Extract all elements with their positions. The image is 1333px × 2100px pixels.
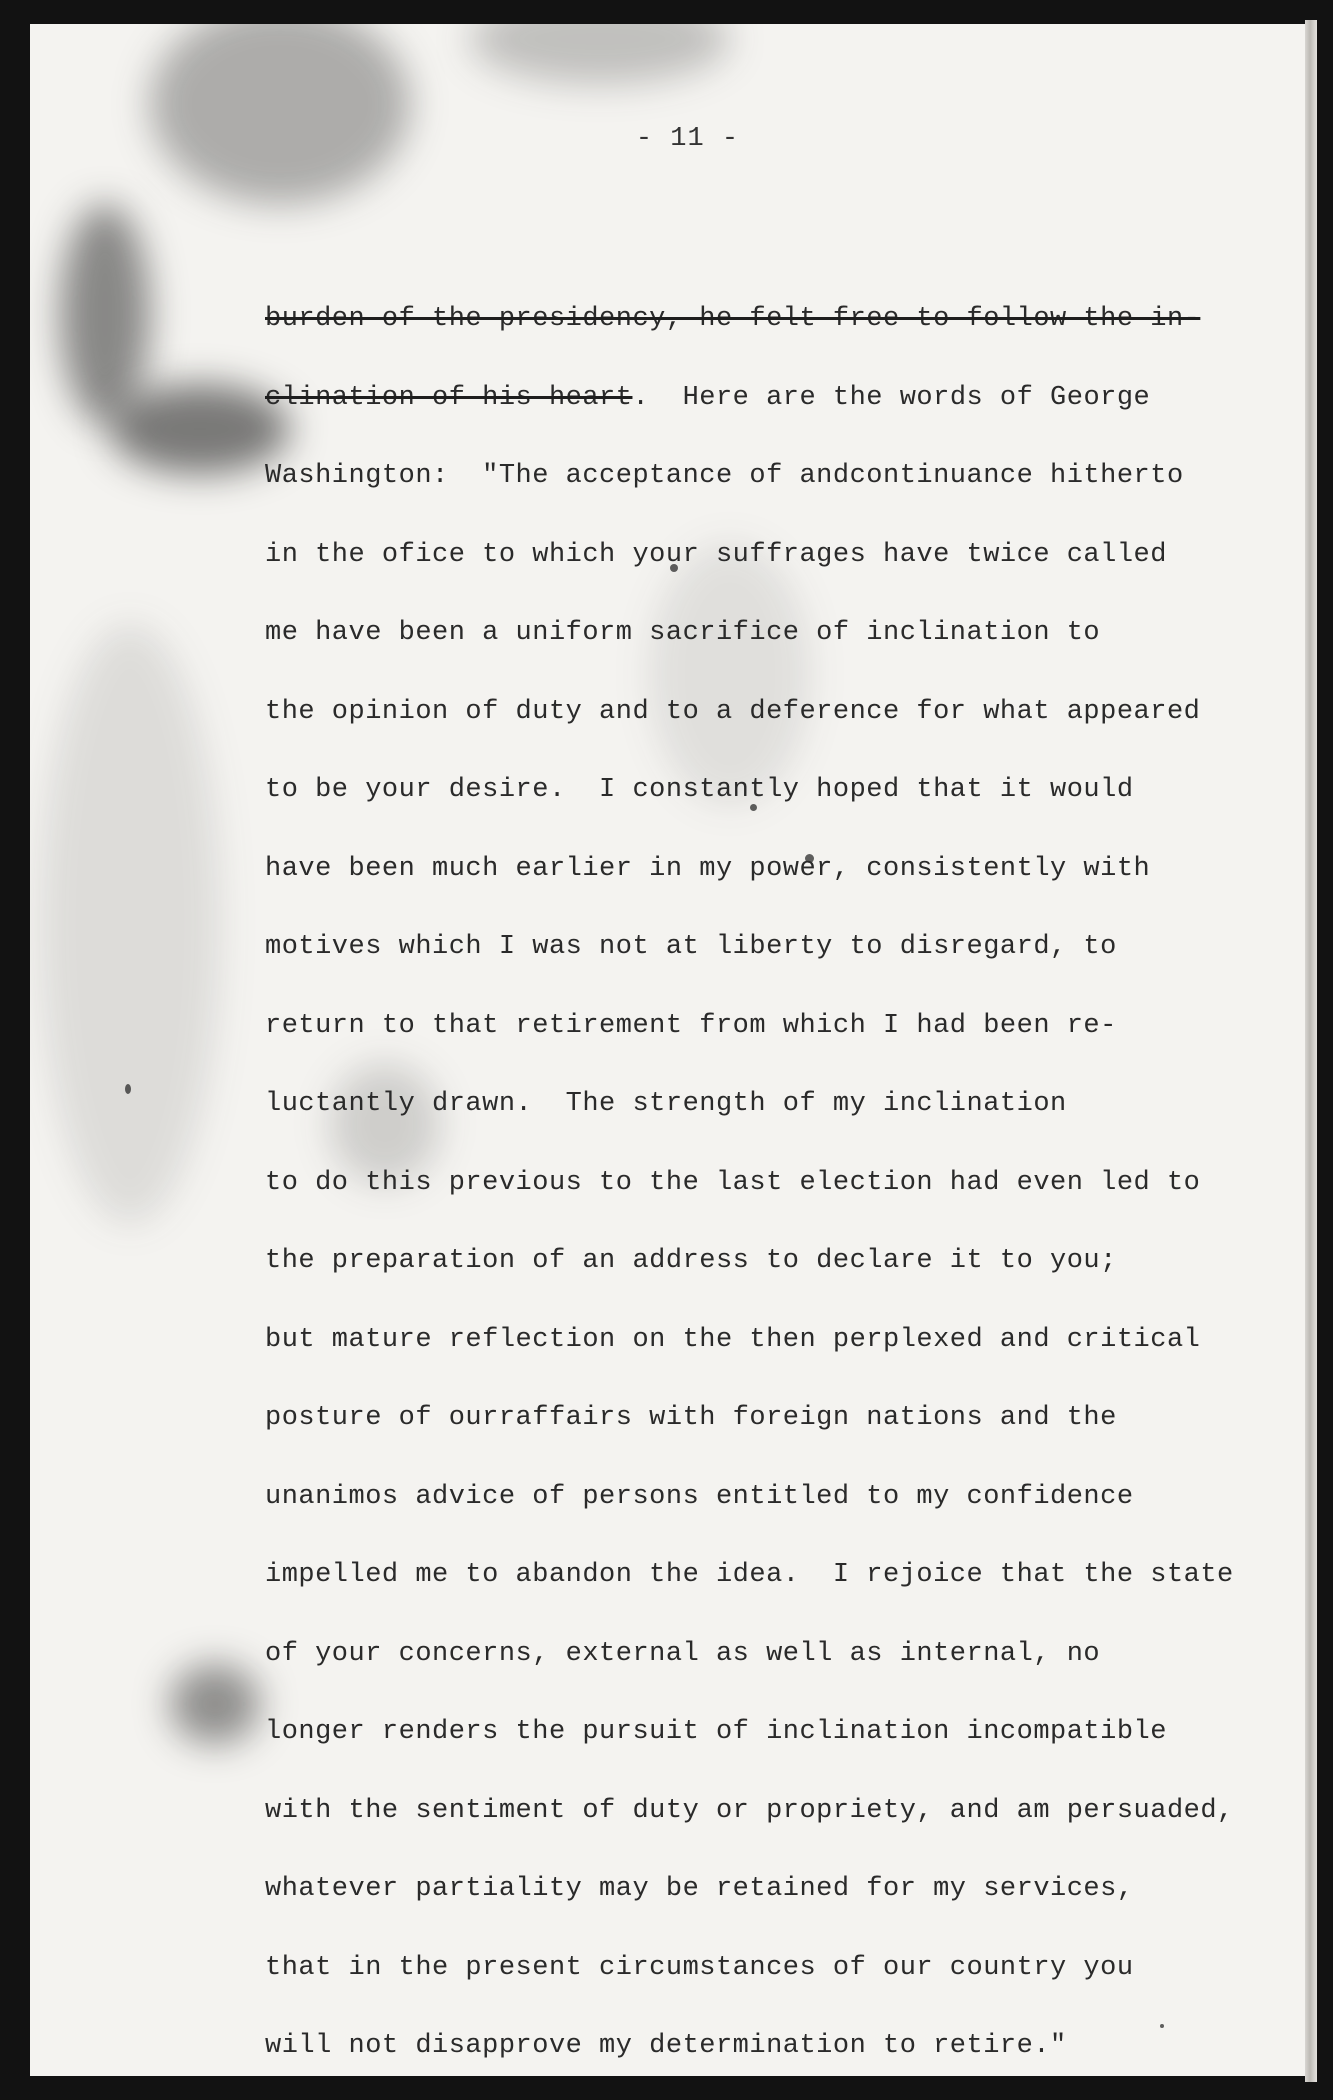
- text-line: posture of ourraffairs with foreign nations and the: [265, 1403, 1117, 1433]
- text-line: [265, 381, 1245, 460]
- text-line: motives which I was not at liberty to disregard, to: [265, 932, 1117, 962]
- text-line-struck: burden of the presidency, he felt free to follow the in-: [265, 304, 1201, 334]
- text-line: will not disapprove my determination to retire.": [265, 2031, 1067, 2061]
- text-line: with the sentiment of duty or propriety, and am persuaded,: [265, 1795, 1234, 1826]
- text-line: whatever partiality may be retained for my services,: [265, 1874, 1134, 1904]
- text-line: me have been a uniform sacrifice of inclination to: [265, 618, 1101, 648]
- scan-smudge: [110, 384, 290, 474]
- text-line: have been much earlier in my power, consistently with: [265, 853, 1151, 884]
- scan-smudge: [470, 24, 730, 84]
- text-line: to be your desire. I constantly hoped that it would: [265, 775, 1134, 805]
- scan-speck: [125, 1084, 131, 1094]
- text-line: impelled me to abandon the idea. I rejoice that the state: [265, 1560, 1234, 1590]
- scan-smudge: [170, 1664, 260, 1744]
- text-line: the preparation of an address to declare it to you;: [265, 1246, 1117, 1276]
- text-line: longer renders the pursuit of inclination incompatible: [265, 1717, 1167, 1747]
- text-line: luctantly drawn. The strength of my inclination: [265, 1089, 1067, 1119]
- document-page: [30, 24, 1305, 2076]
- page-edge: [1305, 20, 1317, 2082]
- text-line: unanimos advice of persons entitled to my confidence: [265, 1481, 1134, 1512]
- text-line: the opinion of duty and to a deference for what appeared: [265, 696, 1201, 727]
- text-line: but mature reflection on the then perplexed and critical: [265, 1324, 1201, 1355]
- text-line: in the ofice to which your suffrages have twice called: [265, 539, 1167, 570]
- struck-phrase: clination of his heart: [265, 382, 633, 413]
- text-line: return to that retirement from which I had been re-: [265, 1010, 1117, 1041]
- scan-smudge: [60, 204, 150, 424]
- text-line: to do this previous to the last election had even led to: [265, 1167, 1201, 1198]
- scan-smudge: [150, 24, 410, 204]
- page-number: - 11 -: [635, 124, 740, 154]
- text-line: that in the present circumstances of our country you: [265, 1952, 1134, 1983]
- scan-smudge: [40, 624, 220, 1224]
- line-continuation: . Here are the words of George: [632, 382, 1151, 413]
- text-line: Washington: "The acceptance of andcontinuance hitherto: [265, 461, 1184, 491]
- body-text: [265, 302, 1245, 2076]
- text-line: of your concerns, external as well as internal, no: [265, 1638, 1101, 1669]
